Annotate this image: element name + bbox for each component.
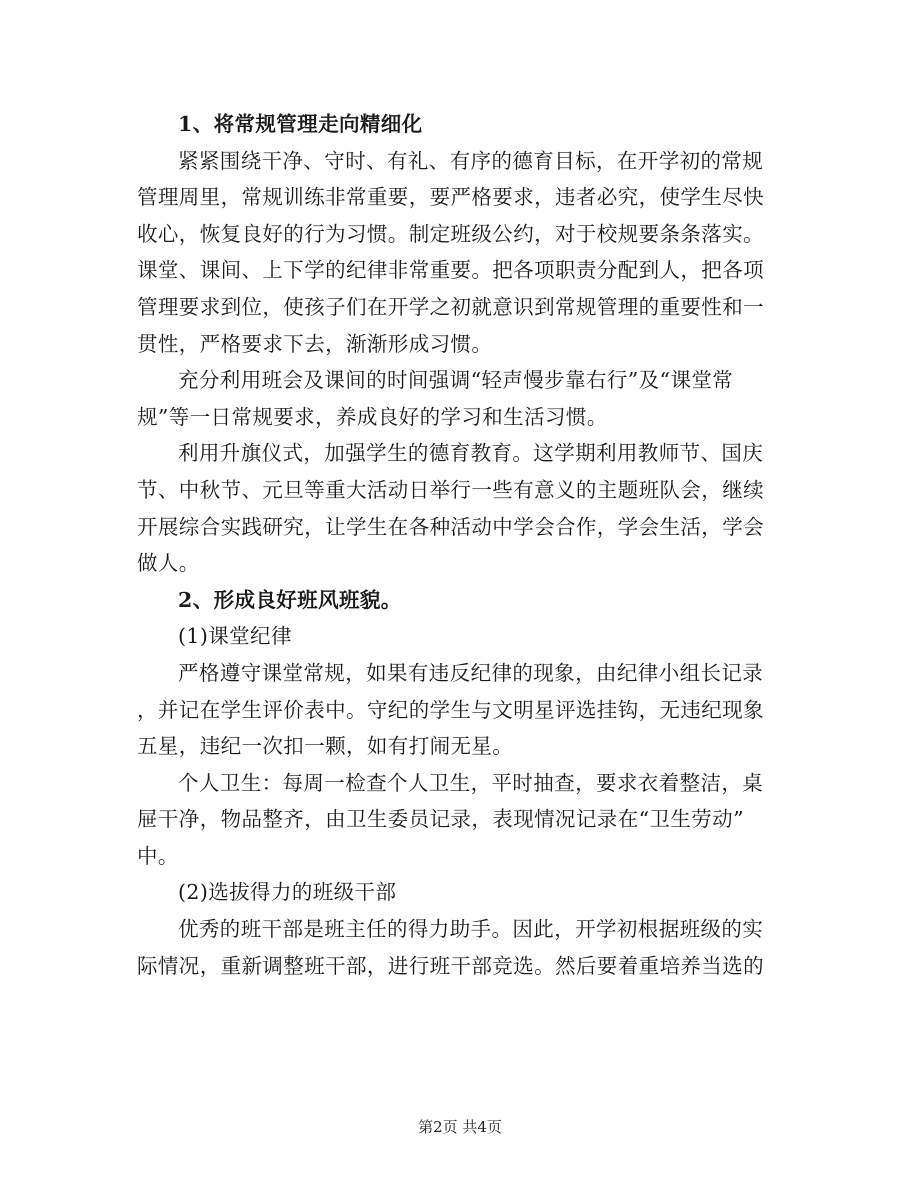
text-line: 收心，恢复良好的行为习惯。制定班级公约，对于校规要条条落实。	[137, 221, 764, 246]
text-line: (2)选拔得力的班级干部	[178, 880, 397, 905]
text-line: 课堂、课间、上下学的纪律非常重要。把各项职责分配到人，把各项	[137, 258, 764, 283]
section-heading	[137, 106, 787, 143]
text-line: 屉干净，物品整齐，由卫生委员记录，表现情况记录在“卫生劳动”	[137, 807, 744, 832]
heading-line: 2、形成良好班风班貌。	[178, 587, 402, 612]
text-line: 管理周里，常规训练非常重要，要严格要求，违者必究，使学生尽快	[137, 185, 764, 210]
text-line: 优秀的班干部是班主任的得力助手。因此，开学初根据班级的实	[178, 917, 764, 942]
page-footer: 第2页 共4页	[418, 1118, 502, 1136]
text-line: ，并记在学生评价表中。守纪的学生与文明星评选挂钩，无违纪现象	[137, 697, 764, 722]
paragraph	[137, 435, 787, 581]
text-line: 严格遵守课堂常规，如果有违反纪律的现象，由纪律小组长记录	[178, 660, 764, 685]
text-line: 充分利用班会及课间的时间强调“轻声慢步靠右行”及“课堂常	[178, 368, 734, 393]
document-body	[137, 106, 787, 984]
text-line: 利用升旗仪式，加强学生的德育教育。这学期利用教师节、国庆	[178, 441, 764, 466]
text-line: 中。	[137, 843, 179, 868]
text-line: 节、中秋节、元旦等重大活动日举行一些有意义的主题班队会，继续	[137, 477, 764, 502]
heading-line: 1、将常规管理走向精细化	[178, 112, 423, 136]
text-line: 个人卫生：每周一检查个人卫生，平时抽查，要求衣着整洁，桌	[178, 770, 764, 795]
text-line: 做人。	[137, 551, 200, 576]
paragraph	[137, 362, 787, 435]
text-line: 管理要求到位，使孩子们在开学之初就意识到常规管理的重要性和一	[137, 294, 764, 319]
paragraph	[137, 911, 787, 984]
paragraph	[137, 765, 787, 875]
paragraph	[137, 618, 787, 655]
paragraph	[137, 874, 787, 911]
text-line: 开展综合实践研究，让学生在各种活动中学会合作，学会生活，学会	[137, 514, 764, 539]
paragraph	[137, 655, 787, 765]
text-line: 规”等一日常规要求，养成良好的学习和生活习惯。	[137, 404, 608, 429]
section-heading	[137, 582, 787, 619]
text-line: (1)课堂纪律	[178, 624, 292, 649]
text-line: 贯性，严格要求下去，渐渐形成习惯。	[137, 331, 493, 356]
text-line: 五星，违纪一次扣一颗，如有打闹无星。	[137, 734, 514, 759]
text-line: 紧紧围绕干净、守时、有礼、有序的德育目标，在开学初的常规	[178, 148, 764, 173]
paragraph	[137, 143, 787, 363]
text-line: 际情况，重新调整班干部，进行班干部竞选。然后要着重培养当选的	[137, 953, 764, 978]
